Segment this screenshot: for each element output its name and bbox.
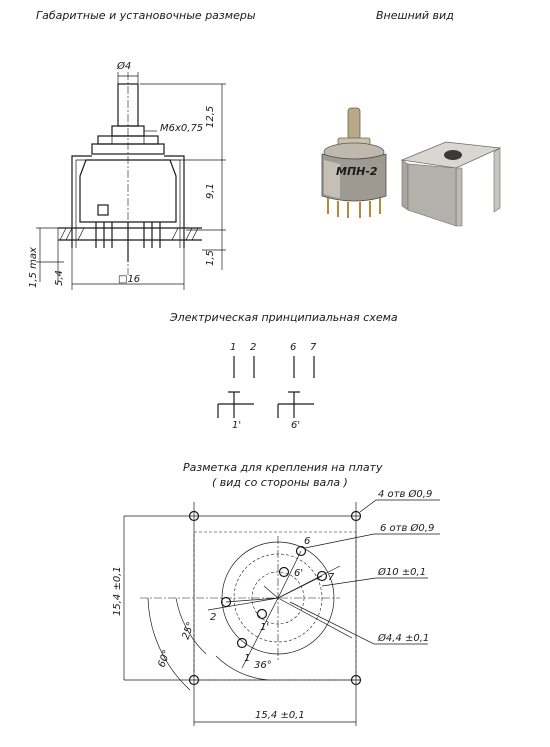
dimensions-heading: Габаритные и установочные размеры bbox=[36, 9, 256, 22]
pin-6-label: 6 bbox=[290, 342, 297, 353]
shaft-height-label: 12,5 bbox=[205, 105, 216, 128]
schematic-heading: Электрическая принципиальная схема bbox=[170, 311, 398, 324]
contact-6-label: 6 bbox=[304, 536, 311, 547]
mounting-heading: Разметка для крепления на плату bbox=[183, 461, 383, 474]
pin-length-label: 1,5 bbox=[205, 250, 216, 266]
pin-2-label: 2 bbox=[250, 342, 257, 353]
center-diameter-label: Ø4,4 ±0,1 bbox=[378, 633, 430, 644]
thread-label: М6х0,75 bbox=[160, 123, 204, 134]
horizontal-pitch-label: 15,4 ±0,1 bbox=[255, 710, 305, 721]
switch-side-view bbox=[58, 72, 202, 275]
contact-2-label: 2 bbox=[210, 612, 217, 623]
angle-36-label: 36° bbox=[254, 660, 272, 671]
left-height-label: 5,4 bbox=[54, 270, 65, 286]
schematic-diagram bbox=[218, 356, 314, 418]
angle-60-label: 60° bbox=[156, 648, 173, 670]
common-1-label: 1' bbox=[232, 420, 242, 431]
circle-diameter-label: Ø10 ±0,1 bbox=[378, 567, 427, 578]
contact-1prime-label: 1' bbox=[260, 622, 270, 633]
shaft-diameter-label: Ø4 bbox=[117, 61, 132, 72]
common-6-label: 6' bbox=[291, 420, 301, 431]
contact-1-label: 1 bbox=[244, 653, 251, 664]
pin-7-label: 7 bbox=[310, 342, 317, 353]
appearance-heading: Внешний вид bbox=[376, 9, 454, 22]
width-label: □16 bbox=[118, 274, 141, 285]
pin-1-label: 1 bbox=[230, 342, 237, 353]
contact-7-label: 7 bbox=[328, 572, 335, 583]
angle-25-label: 25° bbox=[180, 620, 197, 642]
product-photo bbox=[322, 108, 500, 226]
vertical-pitch-label: 15,4 ±0,1 bbox=[112, 566, 123, 616]
contact-6prime-label: 6' bbox=[294, 568, 304, 579]
mounting-subheading: ( вид со стороны вала ) bbox=[212, 476, 348, 489]
product-label: МПН-2 bbox=[336, 165, 378, 178]
holes-note: 4 отв Ø0,9 bbox=[378, 489, 433, 500]
dimension-lines bbox=[36, 72, 226, 290]
contacts-note: 6 отв Ø0,9 bbox=[380, 523, 435, 534]
left-max-label: 1,5 max bbox=[28, 247, 39, 288]
body-height-label: 9,1 bbox=[205, 183, 216, 199]
